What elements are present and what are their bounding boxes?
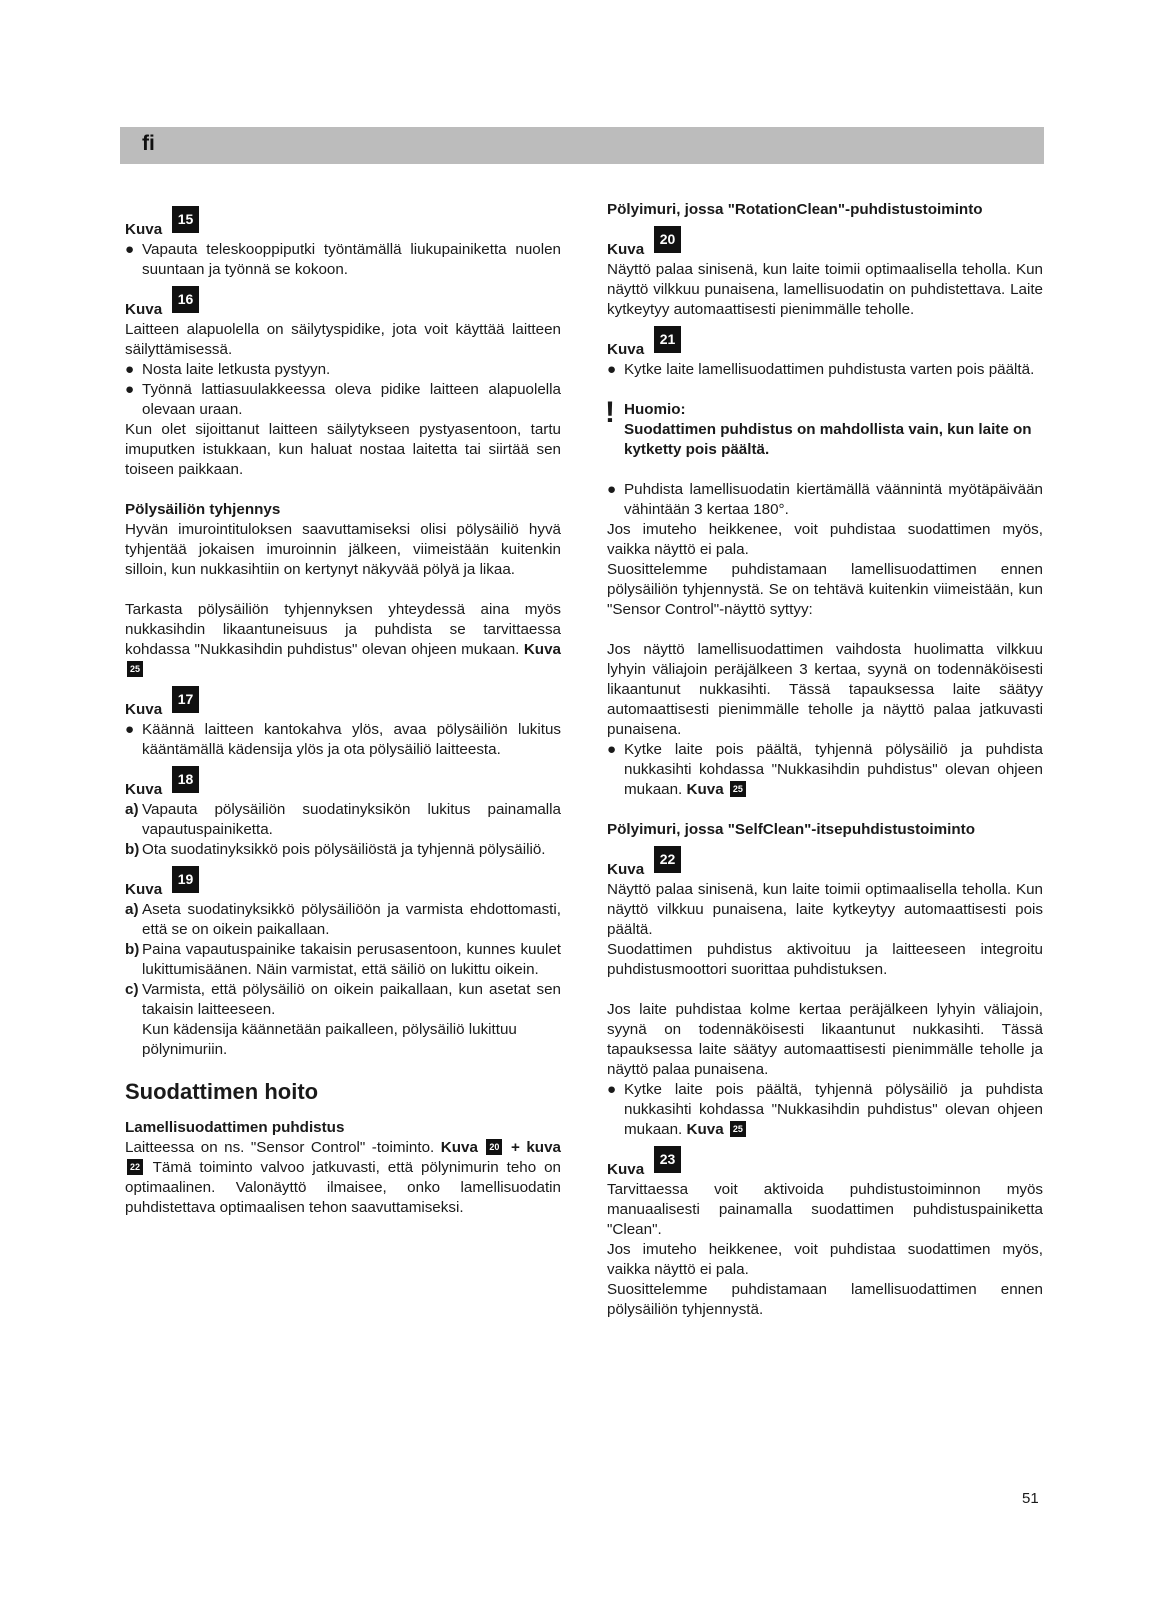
section-title-rotationclean: Pölyimuri, jossa "RotationClean"-puhdistustoiminto: [607, 201, 983, 218]
paragraph: Jos imuteho heikkenee, voit puhdistaa suodattimen myös, vaikka näyttö ei pala.: [607, 521, 1043, 558]
paragraph: Jos näyttö lamellisuodattimen vaihdosta huolimatta vilkkuu lyhyin väliajoin peräjälkeen 3 kertaa, syynä on todennäköisesti likaantunut nukkasihti. Tässä tapauksessa laite säätyy automaattisesti pienimmälle teholle ja näyttö palaa jatkuvasti punaisena.: [607, 641, 1043, 738]
section-heading-filter-care: Suodattimen hoito: [125, 1079, 319, 1104]
subsection-title: Lamellisuodattimen puhdistus: [125, 1119, 345, 1136]
paragraph: Suosittelemme puhdistamaan lamellisuodattimen ennen pölysäiliön tyhjennystä.: [607, 1281, 1043, 1318]
figure-number-badge: 23: [654, 1146, 681, 1173]
paragraph: Suodattimen puhdistus aktivoituu ja laitteeseen integroitu puhdistusmoottori suorittaa puhdistuksen.: [607, 941, 1043, 978]
figure-ref-16: Kuva 16: [125, 289, 561, 320]
figure-ref-mini: 25: [127, 661, 143, 677]
right-column: [607, 200, 1043, 1320]
figure-number-badge: 19: [172, 866, 199, 893]
section-title-selfclean: Pölyimuri, jossa "SelfClean"-itsepuhdistustoiminto: [607, 821, 975, 838]
step-item: c) Varmista, että pölysäiliö on oikein paikallaan, kun asetat sen takaisin laitteeseen.: [125, 981, 561, 1018]
paragraph: Näyttö palaa sinisenä, kun laite toimii optimaalisella teholla. Kun näyttö vilkkuu punaisena, lamellisuodatin on puhdistettava. Laite kytkeytyy automaattisesti pienimmälle teholle.: [607, 261, 1043, 318]
paragraph: Jos imuteho heikkenee, voit puhdistaa suodattimen myös, vaikka näyttö ei pala.: [607, 1241, 1043, 1278]
figure-ref-15: Kuva 15: [125, 209, 561, 240]
figure-ref-18: Kuva 18: [125, 769, 561, 800]
paragraph: Kun olet sijoittanut laitteen säilytykseen pystyasentoon, tartu imuputken istukkaan, kun haluat nostaa laitetta tai siirtää sen toiseen paikkaan.: [125, 421, 561, 478]
figure-ref-21: Kuva 21: [607, 329, 1043, 360]
figure-ref-22: Kuva 22: [607, 849, 1043, 880]
figure-ref-20: Kuva 20: [607, 229, 1043, 260]
step-item: a) Vapauta pölysäiliön suodatinyksikön lukitus painamalla vapautuspainiketta.: [125, 801, 561, 838]
language-code: fi: [142, 132, 155, 155]
list-item: ● Kytke laite pois päältä, tyhjennä pölysäiliö ja puhdista nukkasihti kohdassa "Nukkasihdin puhdistus" olevan ohjeen mukaan. Kuva 25: [607, 1081, 1043, 1138]
step-item: b) Ota suodatinyksikkö pois pölysäiliöstä ja tyhjennä pölysäiliö.: [125, 841, 546, 858]
figure-number-badge: 16: [172, 286, 199, 313]
paragraph: Suosittelemme puhdistamaan lamellisuodattimen ennen pölysäiliön tyhjennystä. Se on tehtävä kuitenkin viimeistään, kun "Sensor Control"-näyttö syttyy:: [607, 561, 1043, 618]
figure-number-badge: 22: [654, 846, 681, 873]
page-number: 51: [1022, 1490, 1039, 1507]
figure-number-badge: 18: [172, 766, 199, 793]
list-item: ● Vapauta teleskooppiputki työntämällä liukupainiketta nuolen suuntaan ja työnnä se kokoon.: [125, 241, 561, 278]
section-title-emptying: Pölysäiliön tyhjennys: [125, 501, 281, 518]
figure-number-badge: 15: [172, 206, 199, 233]
paragraph: Jos laite puhdistaa kolme kertaa peräjälkeen lyhyin väliajoin, syynä on todennäköisesti likaantunut nukkasihti. Tässä tapauksessa laite säätyy automaattisesti pienimmälle teholle ja näyttö palaa punaisena.: [607, 1001, 1043, 1078]
warning-note: ! Huomio: Suodattimen puhdistus on mahdollista vain, kun laite on kytketty pois päältä.: [605, 396, 1032, 458]
figure-ref-17: Kuva 17: [125, 689, 561, 720]
step-item: b) Paina vapautuspainike takaisin perusasentoon, kunnes kuulet lukittumisäänen. Näin varmistat, että säiliö on lukittu oikein.: [125, 941, 561, 978]
paragraph: Tarvittaessa voit aktivoida puhdistustoiminnon myös manuaalisesti painamalla suodattimen puhdistuspainiketta "Clean".: [607, 1181, 1043, 1238]
step-item: a) Aseta suodatinyksikkö pölysäiliöön ja varmista ehdottomasti, että se on oikein paikallaan.: [125, 901, 561, 938]
list-item: ● Puhdista lamellisuodatin kiertämällä väännintä myötäpäivään vähintään 3 kertaa 180°.: [607, 481, 1043, 518]
list-item: ● Käännä laitteen kantokahva ylös, avaa pölysäiliön lukitus kääntämällä kädensija ylös ja ota pölysäiliö laitteesta.: [125, 721, 561, 758]
figure-ref-mini: 25: [730, 1121, 746, 1137]
language-bar: [120, 127, 1044, 164]
figure-ref-mini: 22: [127, 1159, 143, 1175]
figure-number-badge: 20: [654, 226, 681, 253]
list-item: ● Kytke laite lamellisuodattimen puhdistusta varten pois päältä.: [607, 361, 1035, 378]
list-item: ● Kytke laite pois päältä, tyhjennä pölysäiliö ja puhdista nukkasihti kohdassa "Nukkasihdin puhdistus" olevan ohjeen mukaan. Kuva 25: [607, 741, 1043, 798]
figure-ref-19: Kuva 19: [125, 869, 561, 900]
figure-number-badge: 17: [172, 686, 199, 713]
paragraph: Laitteessa on ns. "Sensor Control" -toiminto. Kuva 20 + kuva 22 Tämä toiminto valvoo jatkuvasti, että pölynimurin teho on optimaalinen. Valonäyttö ilmaisee, onko lamellisuodatin puhdistettava optimaalisen tehon saavuttamiseksi.: [125, 1139, 561, 1216]
step-continuation: Kun kädensija käännetään paikalleen, pölysäiliö lukittuu pölynimuriin.: [142, 1021, 517, 1058]
paragraph: Laitteen alapuolella on säilytyspidike, jota voit käyttää laitteen säilyttämisessä.: [125, 321, 561, 358]
figure-ref-23: Kuva 23: [607, 1149, 1043, 1180]
exclamation-icon: !: [605, 396, 615, 429]
list-item: ● Työnnä lattiasuulakkeessa oleva pidike laitteen alapuolella olevaan uraan.: [125, 381, 561, 418]
left-column: [125, 200, 561, 1218]
paragraph: Tarkasta pölysäiliön tyhjennyksen yhteydessä aina myös nukkasihdin likaantuneisuus ja puhdista se tarvittaessa kohdassa "Nukkasihdin puhdistus" olevan ohjeen mukaan. Kuva 25: [125, 600, 561, 680]
list-item: ● Nosta laite letkusta pystyyn.: [125, 361, 331, 378]
paragraph: Näyttö palaa sinisenä, kun laite toimii optimaalisella teholla. Kun näyttö vilkkuu punaisena, laite kytkeytyy automaattisesti pois päältä.: [607, 881, 1043, 938]
figure-number-badge: 21: [654, 326, 681, 353]
figure-ref-mini: 20: [486, 1139, 502, 1155]
figure-ref-mini: 25: [730, 781, 746, 797]
paragraph: Hyvän imurointituloksen saavuttamiseksi olisi pölysäiliö hyvä tyhjentää jokaisen imuroinnin jälkeen, viimeistään kuitenkin silloin, kun nukkasihtiin on kertynyt näkyvää pölyä ja likaa.: [125, 521, 561, 578]
